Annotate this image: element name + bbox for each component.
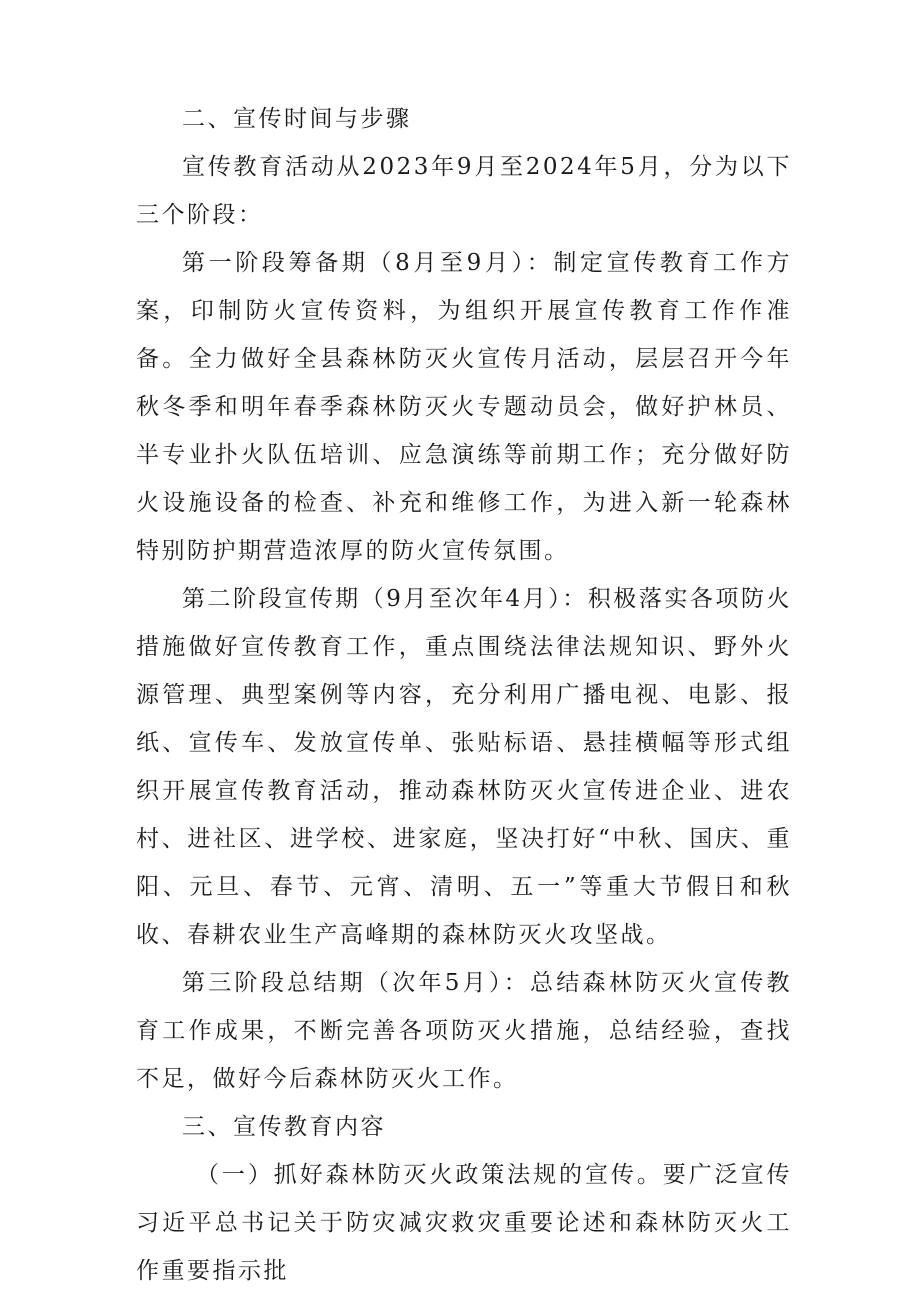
paragraph-stage-one: 第一阶段筹备期（8月至9月）：制定宣传教育工作方案，印制防火宣传资料，为组织开展宣传教育工作作准备。全力做好全县森林防灭火宣传月活动，层层召开今年秋冬季和明年春季森林防灭火专题动员会，做好护林员、半专业扑火队伍培训、应急演练等前期工作；充分做好防火设施设备的检查、补充和维修工作，为进入新一轮森林特别防护期营造浓厚的防火宣传氛围。: [136, 250, 792, 564]
section-heading-time-steps: 二、宣传时间与步骤: [182, 106, 412, 132]
paragraph-stage-two: 第二阶段宣传期（9月至次年4月）：积极落实各项防火措施做好宣传教育工作，重点围绕法律法规知识、野外火源管理、典型案例等内容，充分利用广播电视、电影、报纸、宣传车、发放宣传单、张贴标语、悬挂横幅等形式组织开展宣传教育活动，推动森林防灭火宣传进企业、进农村、进社区、进学校、进家庭，坚决打好“中秋、国庆、重阳、元旦、春节、元宵、清明、五一”等重大节假日和秋收、春耕农业生产高峰期的森林防灭火攻坚战。: [136, 586, 792, 948]
paragraph-stage-three: 第三阶段总结期（次年5月）：总结森林防灭火宣传教育工作成果，不断完善各项防灭火措施，总结经验，查找不足，做好今后森林防灭火工作。: [136, 970, 792, 1092]
document-body: [136, 95, 792, 1295]
paragraph-item-one: （一）抓好森林防灭火政策法规的宣传。要广泛宣传习近平总书记关于防灾减灾救灾重要论述和森林防灭火工作重要指示批: [136, 1162, 792, 1284]
section-heading-content: 三、宣传教育内容: [182, 1114, 386, 1140]
paragraph-intro: 宣传教育活动从2023年9月至2024年5月，分为以下三个阶段：: [136, 154, 792, 228]
